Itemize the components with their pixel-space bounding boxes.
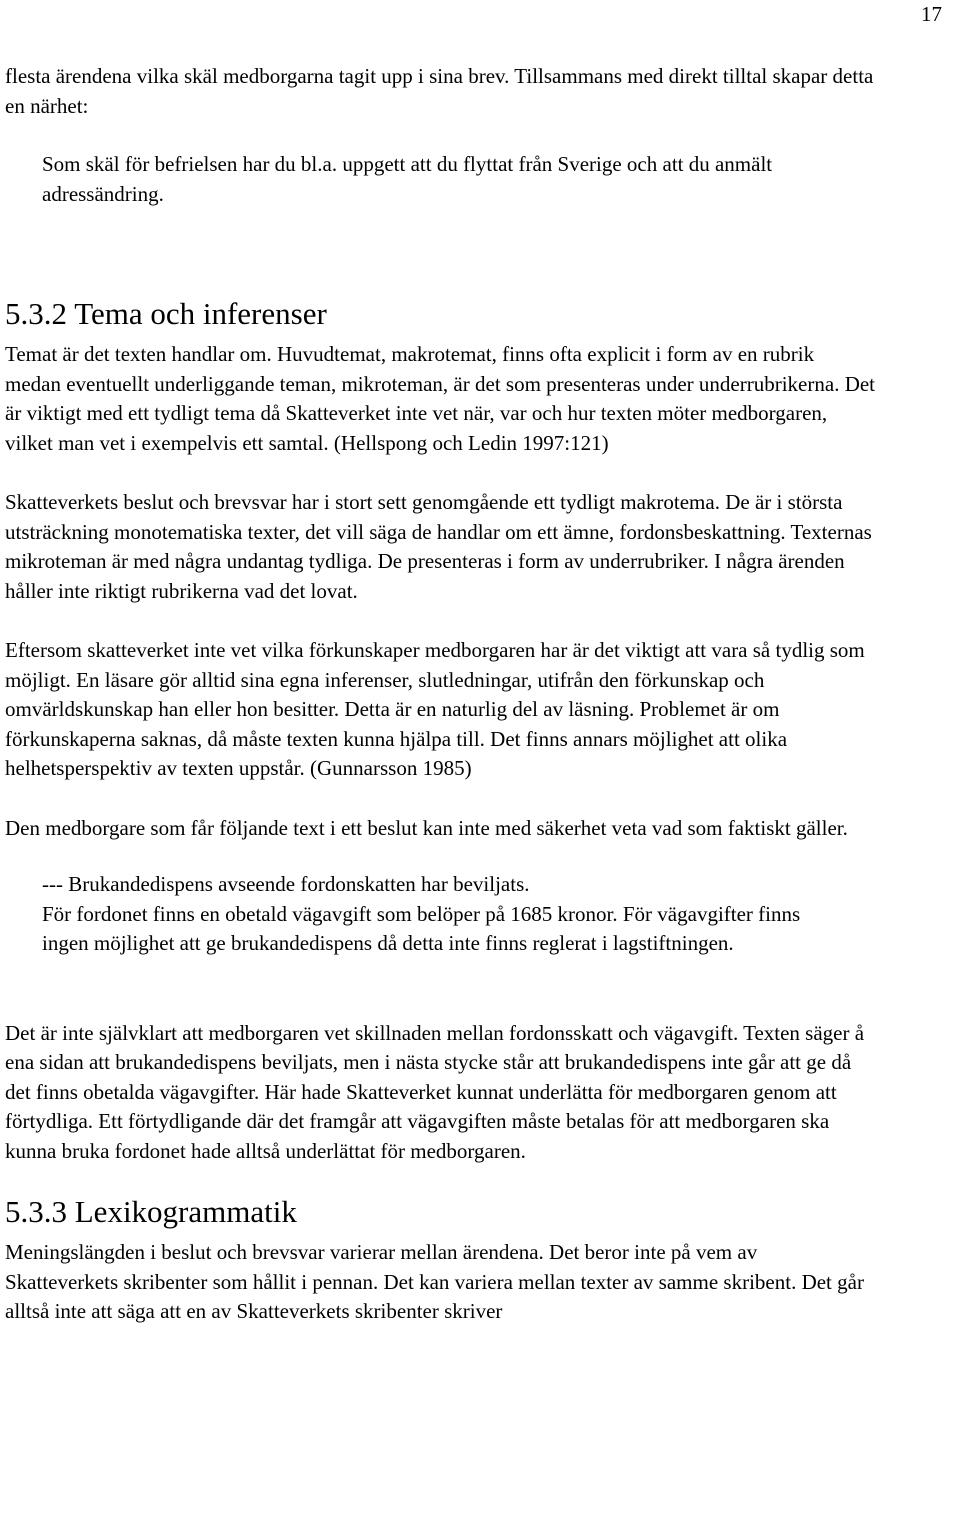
section-heading-5-3-2: 5.3.2 Tema och inferenser (5, 296, 327, 331)
quote-block-1: Som skäl för befrielsen har du bl.a. uppgett att du flyttat från Sverige och att du anmält adressändring. (42, 152, 773, 206)
page-number: 17 (921, 2, 942, 26)
paragraph-meningslangd: Meningslängden i beslut och brevsvar varierar mellan ärendena. Det beror inte på vem av Skatteverkets skribenter som hållit i pennan. Det kan variera mellan texter av samme skribent. Det går alltså inte att säga att en av Skatteverkets skribenter skriver (5, 1240, 864, 1323)
paragraph-intro: flesta ärendena vilka skäl medborgarna tagit upp i sina brev. Tillsammans med direkt tilltal skapar detta en närhet: (5, 64, 874, 118)
document-body (5, 62, 875, 1327)
quote-line-dispens: --- Brukandedispens avseende fordonskatten har beviljats. (42, 872, 530, 896)
paragraph-inferenser: Eftersom skatteverket inte vet vilka förkunskaper medborgaren har är det viktigt att vara så tydlig som möjligt. En läsare gör alltid sina egna inferenser, slutledningar, utifrån den förkunskap och omvärldskunskap han eller hon besitter. Detta är en naturlig del av läsning. Problemet är om förkunskaperna saknas, då måste texten kunna hjälpa till. Det finns annars möjlighet att olika helhetsperspektiv av texten uppstår. (Gunnarsson 1985) (5, 638, 865, 780)
quote-line-vagavgift: För fordonet finns en obetald vägavgift som belöper på 1685 kronor. För vägavgifter finns ingen möjlighet att ge brukandedispens då detta inte finns reglerat i lagstiftningen. (42, 901, 801, 955)
quote-block-2 (42, 870, 802, 959)
section-heading-5-3-3: 5.3.3 Lexikogrammatik (5, 1194, 297, 1229)
paragraph-makrotema: Skatteverkets beslut och brevsvar har i stort sett genomgående ett tydligt makrotema. De är i största utsträckning monotematiska texter, det vill säga de handlar om ett ämne, fordonsbeskattning. Texternas mikroteman är med några undantag tydliga. De presenteras i form av underrubriker. I några ärenden håller inte riktigt rubrikerna vad det lovat. (5, 490, 872, 603)
paragraph-fordonsskatt: Det är inte självklart att medborgaren vet skillnaden mellan fordonsskatt och vägavgift. Texten säger å ena sidan att brukandedispens beviljats, men i nästa stycke står att brukandedispens inte går att ge då det finns obetalda vägavgifter. Här hade Skatteverket kunnat underlätta för medborgaren genom att förtydliga. Ett förtydligande där det framgår att vägavgiften måste betalas för att medborgaren ska kunna bruka fordonet hade alltså underlättat för medborgaren. (5, 1020, 865, 1163)
paragraph-tema: Temat är det texten handlar om. Huvudtemat, makrotemat, finns ofta explicit i form av en rubrik medan eventuellt underliggande teman, mikroteman, är det som presenteras under underrubrikerna. Det är viktigt med ett tydligt tema då Skatteverket inte vet när, var och hur texten möter medborgaren, vilket man vet i exempelvis ett samtal. (Hellspong och Ledin 1997:121) (5, 342, 876, 455)
paragraph-medborgare: Den medborgare som får följande text i ett beslut kan inte med säkerhet veta vad som faktiskt gäller. (5, 815, 848, 840)
